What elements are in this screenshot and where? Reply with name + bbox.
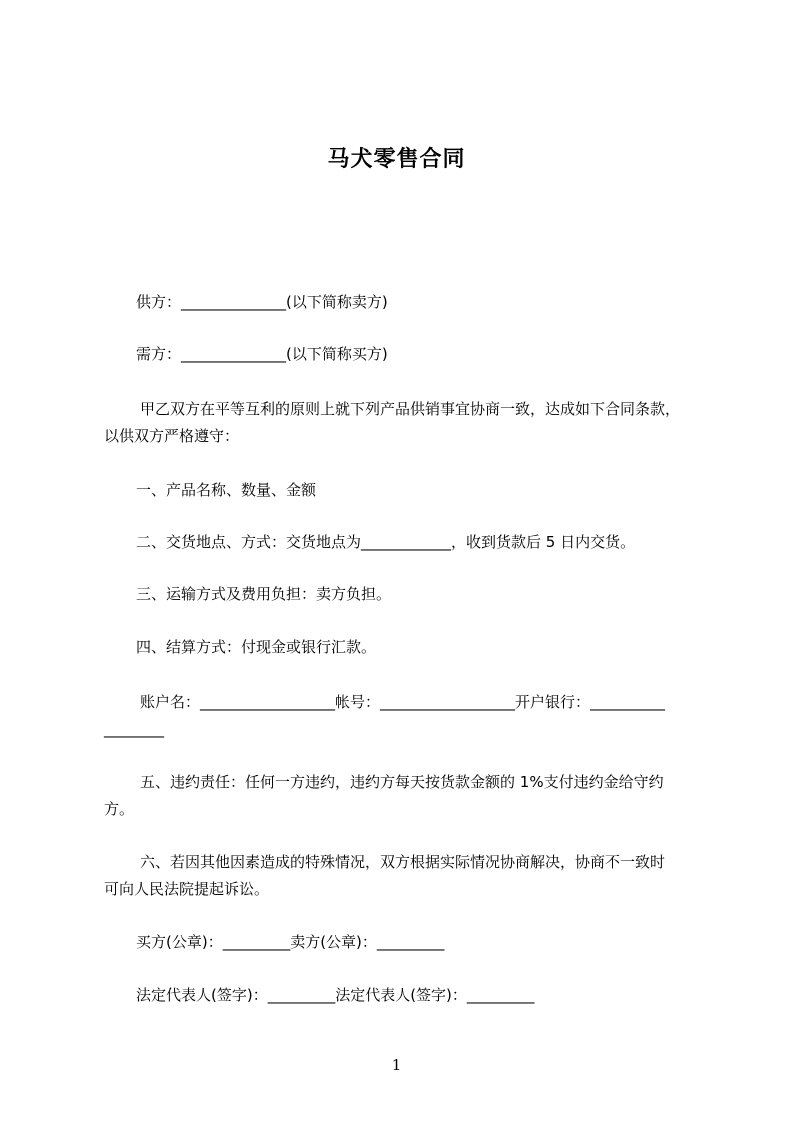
page-title: 马犬零售合同 (327, 147, 466, 172)
seal-line: 买方(公章)：_________卖方(公章)：_________ (136, 933, 445, 951)
clause-4: 四、结算方式：付现金或银行汇款。 (136, 638, 377, 656)
clause-6-line-2: 可向人民法院提起诉讼。 (104, 880, 270, 898)
clause-2: 二、交货地点、方式：交货地点为____________，收到货款后 5 日内交货。 (136, 533, 636, 551)
buyer-line: 需方：______________(以下简称买方) (136, 345, 388, 363)
clause-1: 一、产品名称、数量、金额 (136, 481, 317, 499)
account-line-2: ________ (104, 720, 164, 738)
clause-6-line-1: 六、若因其他因素造成的特殊情况，双方根据实际情况协商解决，协商不一致时 (140, 853, 666, 871)
page-number: 1 (391, 1056, 402, 1074)
seller-line: 供方：______________(以下简称卖方) (136, 293, 388, 311)
account-line-1: 账户名：__________________帐号：__________________开户银行：__________ (140, 693, 666, 711)
preamble-line-1: 甲乙双方在平等互利的原则上就下列产品供销事宜协商一致，达成如下合同条款， (140, 400, 681, 418)
clause-3: 三、运输方式及费用负担：卖方负担。 (136, 585, 392, 603)
preamble-line-2: 以供双方严格遵守： (104, 427, 240, 445)
signature-line: 法定代表人(签字)：_________法定代表人(签字)：_________ (136, 986, 535, 1004)
clause-5-line-1: 五、违约责任：任何一方违约，违约方每天按货款金额的 1%支付违约金给守约 (140, 773, 664, 791)
clause-5-line-2: 方。 (104, 800, 135, 818)
